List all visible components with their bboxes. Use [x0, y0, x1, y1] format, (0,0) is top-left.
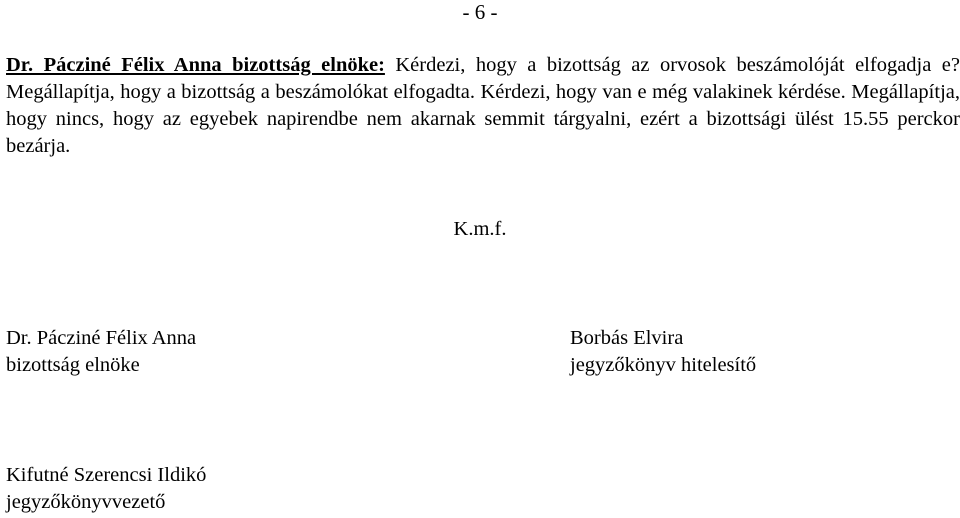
authenticator-role: jegyzőkönyv hitelesítő — [570, 354, 757, 376]
recorder-signature-block — [6, 462, 206, 516]
page-number: - 6 - — [462, 0, 498, 24]
recorder-role: jegyzőkönyvvezető — [6, 491, 166, 513]
authenticator-name: Borbás Elvira — [570, 327, 684, 349]
paragraph-text: Kérdezi, hogy a bizottság az orvosok beszámolóját elfogadja e? Megállapítja, hogy a bizottság a beszámolókat elfogadta. Kérdezi, hogy van e még valakinek kérdése. Megállapítja, hogy nincs, hogy az egyebek napirendbe nem akarnak semmit tárgyalni, ezért a bizottsági ülést 15.55 perckor bezárja. — [6, 54, 960, 157]
closing-paragraph — [6, 52, 960, 160]
chair-signature-block — [6, 325, 196, 379]
speaker-label: Dr. Pácziné Félix Anna bizottság elnöke: — [6, 54, 385, 76]
chair-name: Dr. Pácziné Félix Anna — [6, 327, 197, 349]
recorder-name: Kifutné Szerencsi Ildikó — [6, 464, 207, 486]
chair-role: bizottság elnöke — [6, 354, 140, 376]
kmf-marker: K.m.f. — [453, 218, 507, 240]
authenticator-signature-block — [570, 325, 756, 379]
